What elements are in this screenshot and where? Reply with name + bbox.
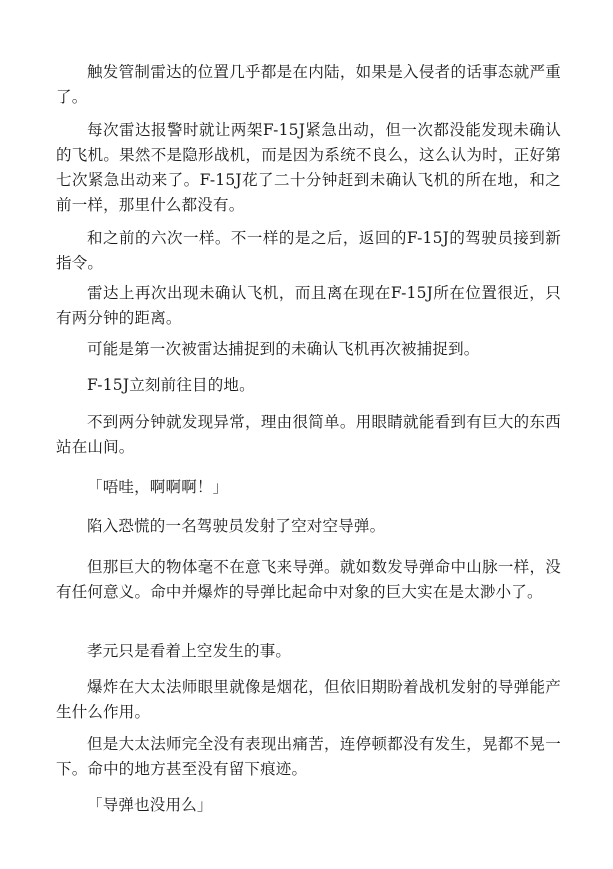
- paragraph-11: 孝元只是看着上空发生的事。: [87, 642, 292, 660]
- paragraph-13: 但是大太法师完全没有表现出痛苦，连停顿都没有发生，晃都不晃一下。命中的地方甚至没有留下痕迹。: [56, 735, 561, 778]
- paragraph-12: 爆炸在大太法师眼里就像是烟花，但依旧期盼着战机发射的导弹能产生什么作用。: [56, 678, 561, 721]
- paragraph-3: 和之前的六次一样。不一样的是之后，返回的F-15J的驾驶员接到新指令。: [56, 229, 561, 272]
- paragraph-6: F-15J立刻前往目的地。: [87, 376, 255, 394]
- paragraph-4: 雷达上再次出现未确认飞机，而且离在现在F-15J所在位置很近，只有两分钟的距离。: [56, 284, 561, 327]
- paragraph-5: 可能是第一次被雷达捕捉到的未确认飞机再次被捕捉到。: [87, 340, 480, 358]
- paragraph-9: 陷入恐慌的一名驾驶员发射了空对空导弹。: [87, 517, 386, 535]
- paragraph-1: 触发管制雷达的位置几乎都是在内陆，如果是入侵者的话事态就严重了。: [56, 63, 561, 106]
- paragraph-14: 「导弹也没用么」: [87, 796, 213, 814]
- paragraph-8: 「唔哇，啊啊啊！」: [87, 478, 229, 496]
- paragraph-7: 不到两分钟就发现异常，理由很简单。用眼睛就能看到有巨大的东西站在山间。: [56, 413, 561, 456]
- paragraph-2: 每次雷达报警时就让两架F-15J紧急出动，但一次都没能发现未确认的飞机。果然不是隐形战机，而是因为系统不良么，这么认为时，正好第七次紧急出动来了。F-15J花了二十分钟赶到未确认飞机的所在地，和之前一样，那里什么都没有。: [56, 121, 561, 214]
- paragraph-10: 但那巨大的物体毫不在意飞来导弹。就如数发导弹命中山脉一样，没有任何意义。命中并爆炸的导弹比起命中对象的巨大实在是太渺小了。: [56, 558, 561, 601]
